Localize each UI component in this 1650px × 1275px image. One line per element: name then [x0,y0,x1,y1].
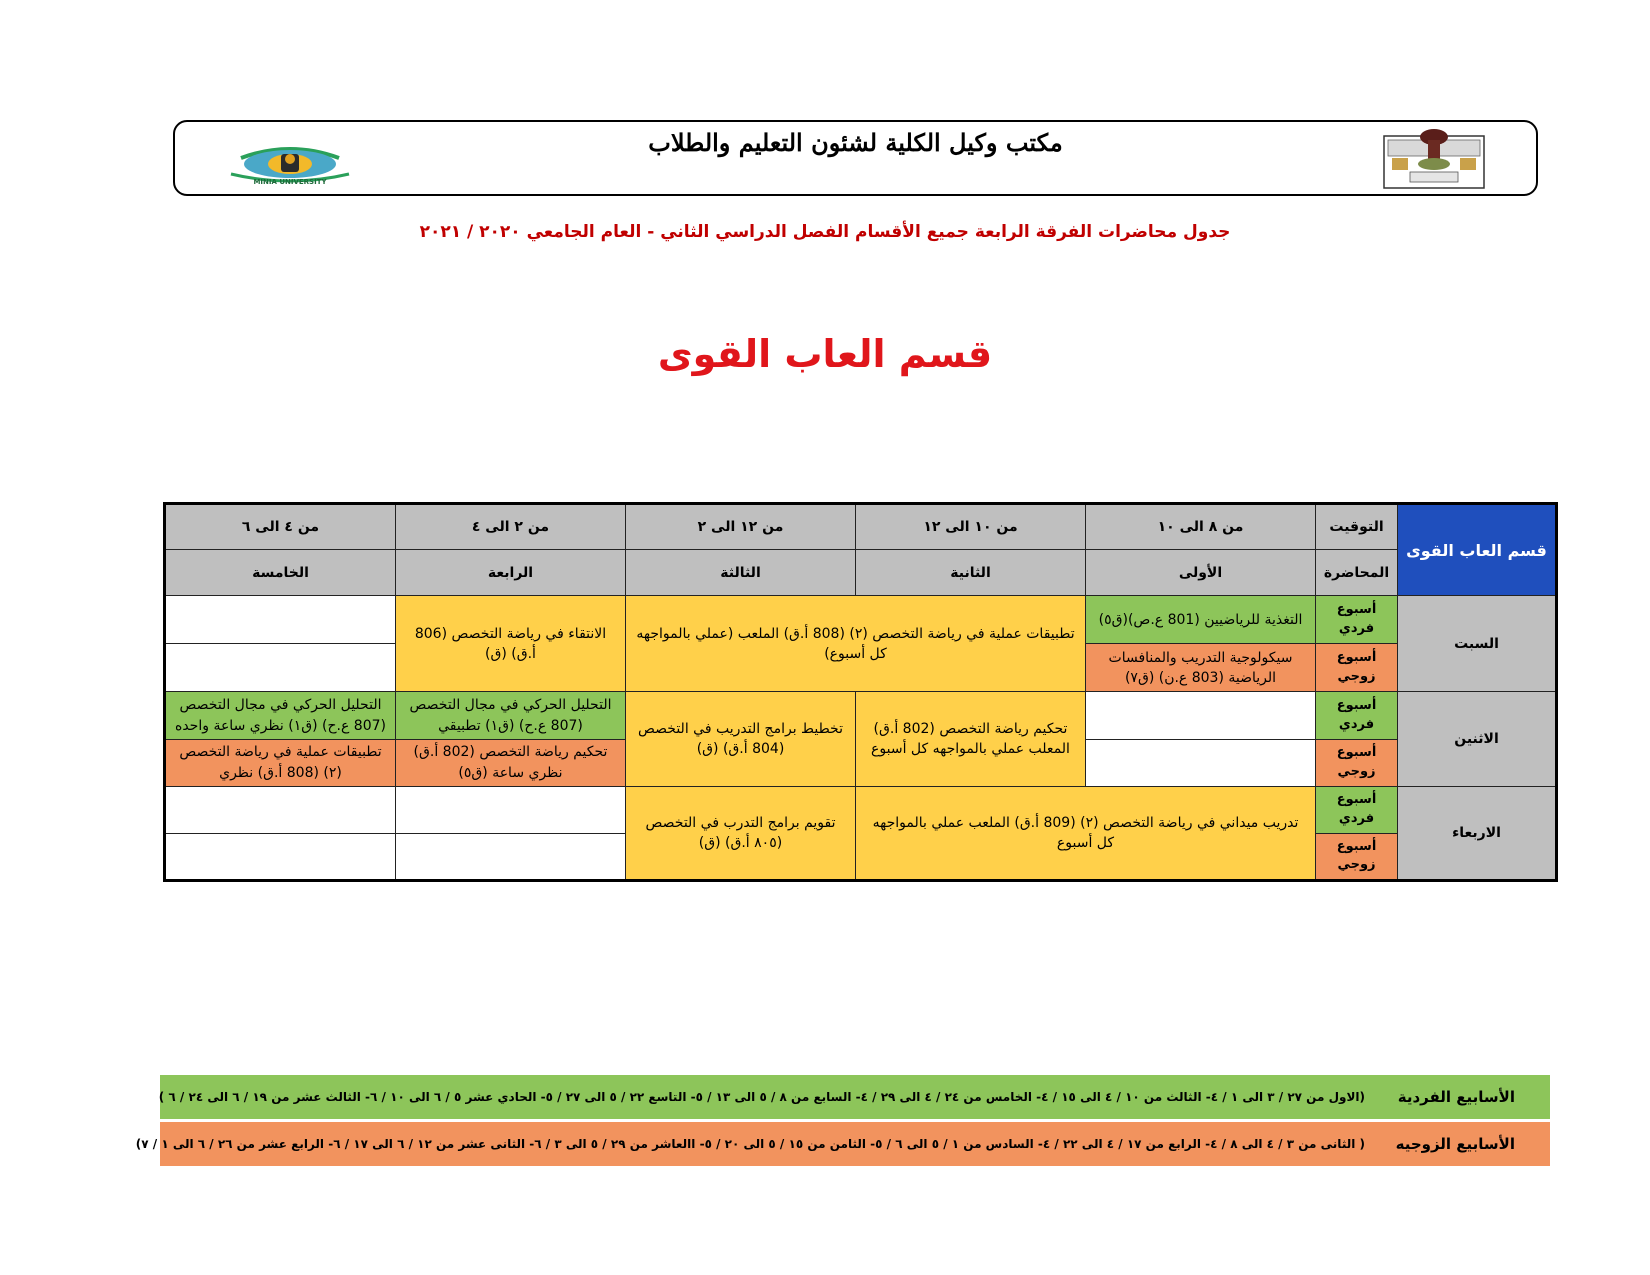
lecture-1: الأولى [1086,550,1316,596]
mon-even-slot-1 [1086,739,1316,786]
schedule-subtitle: جدول محاضرات الفرقة الرابعة جميع الأقسام الفصل الدراسي الثاني - العام الجامعي ٢٠٢٠ / ٢٠٢١ [419,222,1231,242]
time-slot-3: من ١٢ الى ٢ [626,504,856,550]
week-even-label: أسبوع زوجي [1316,739,1398,786]
lecture-2: الثانية [856,550,1086,596]
time-slot-2: من ١٠ الى ١٢ [856,504,1086,550]
mon-slot-2: تحكيم رياضة التخصص (802 أ.ق) المعلب عملي بالمواجهه كل أسبوع [856,692,1086,786]
week-odd-label: أسبوع فردي [1316,596,1398,644]
legend-odd-text: (الاول من ٢٧ / ٣ الى ١ / ٤- الثالث من ١٠ / ٤ الى ١٥ / ٤- الخامس من ٢٤ / ٤ الى ٢٩ / ٤- السابع من ٨ / ٥ الى ١٣ / ٥- التاسع ٢٢ / ٥ الى ٢٧ / ٥- الحادي عشر ٥ / ٦ الى ١٠ / ٦- الثالث عشر من ١٩ / ٦ الى ٢٤ / ٦ ) [158,1090,1365,1104]
legend-even-text: ( الثانى من ٣ / ٤ الى ٨ / ٤- الرابع من ١٧ / ٤ الى ٢٢ / ٤- السادس من ١ / ٥ الى ٦ / ٥- الثامن من ١٥ / ٥ الى ٢٠ / ٥- االعاشر من ٢٩ / ٥ الى ٣ / ٦- الثانى عشر من ١٢ / ٦ الى ١٧ / ٦- الرابع عشر من ٢٦ / ٦ الى ١ / ٧) [135,1137,1365,1151]
day-wednesday: الاربعاء [1398,786,1557,880]
schedule-table [163,502,1558,882]
legend-even-label: الأسابيع الزوجيه [1395,1135,1515,1153]
dept-cell: قسم العاب القوى [1398,504,1557,596]
sat-even-slot-5 [165,644,396,692]
week-odd-label: أسبوع فردي [1316,786,1398,833]
sat-slot-4: الانتقاء في رياضة التخصص (806 أ.ق) (ق) [396,596,626,692]
wed-odd-slot-4 [396,786,626,833]
lecture-5: الخامسة [165,550,396,596]
sat-even-slot-1: سيكولوجية التدريب والمنافسات الرياضية (803 ع.ن) (ق٧) [1086,644,1316,692]
lecture-4: الرابعة [396,550,626,596]
mon-slot-3: تخطيط برامج التدريب في التخصص (804 أ.ق) (ق) [626,692,856,786]
legend-odd-label: الأسابيع الفردية [1397,1088,1515,1106]
week-even-label: أسبوع زوجي [1316,833,1398,880]
time-slot-5: من ٤ الى ٦ [165,504,396,550]
day-monday: الاثنين [1398,692,1557,786]
lecture-label: المحاضرة [1316,550,1398,596]
day-saturday: السبت [1398,596,1557,692]
mon-odd-slot-1 [1086,692,1316,739]
time-slot-4: من ٢ الى ٤ [396,504,626,550]
faculty-logo-icon [1382,128,1486,190]
time-slot-1: من ٨ الى ١٠ [1086,504,1316,550]
wed-even-slot-4 [396,833,626,880]
wed-slot-1-2: تدريب ميداني في رياضة التخصص (٢) (809 أ.ق) الملعب عملي بالمواجهه كل أسبوع [856,786,1316,880]
timing-label: التوقيت [1316,504,1398,550]
minia-university-logo-text: MINIA UNIVERSITY [253,178,327,186]
lecture-3: الثالثة [626,550,856,596]
week-even-label: أسبوع زوجي [1316,644,1398,692]
mon-even-slot-5: تطبيقات عملية في رياضة التخصص (٢) (808 أ.ق) نظري [165,739,396,786]
sat-odd-slot-1: التغذية للرياضيين (801 ع.ص)(ق٥) [1086,596,1316,644]
legend-odd-weeks [160,1075,1550,1119]
wed-slot-3: تقويم برامج التدرب في التخصص (٨٠٥ أ.ق) (ق) [626,786,856,880]
mon-odd-slot-4: التحليل الحركي في مجال التخصص (807 ع.ح) (ق١) تطبيقي [396,692,626,739]
mon-odd-slot-5: التحليل الحركي في مجال التخصص (807 ع.ح) (ق١) نظري ساعة واحده [165,692,396,739]
wed-odd-slot-5 [165,786,396,833]
mon-even-slot-4: تحكيم رياضة التخصص (802 أ.ق) نظري ساعة (ق٥) [396,739,626,786]
header-title: مكتب وكيل الكلية لشئون التعليم والطلاب [648,128,1063,157]
week-odd-label: أسبوع فردي [1316,692,1398,739]
sat-odd-slot-5 [165,596,396,644]
sat-slot-2-3: تطبيقات عملية في رياضة التخصص (٢) (808 أ.ق) الملعب (عملي بالمواجهه كل أسبوع) [626,596,1086,692]
minia-university-logo-icon [221,144,359,186]
legend-even-weeks [135,1122,1550,1166]
department-title: قسم العاب القوى [657,332,993,376]
header-box [173,120,1538,196]
wed-even-slot-5 [165,833,396,880]
